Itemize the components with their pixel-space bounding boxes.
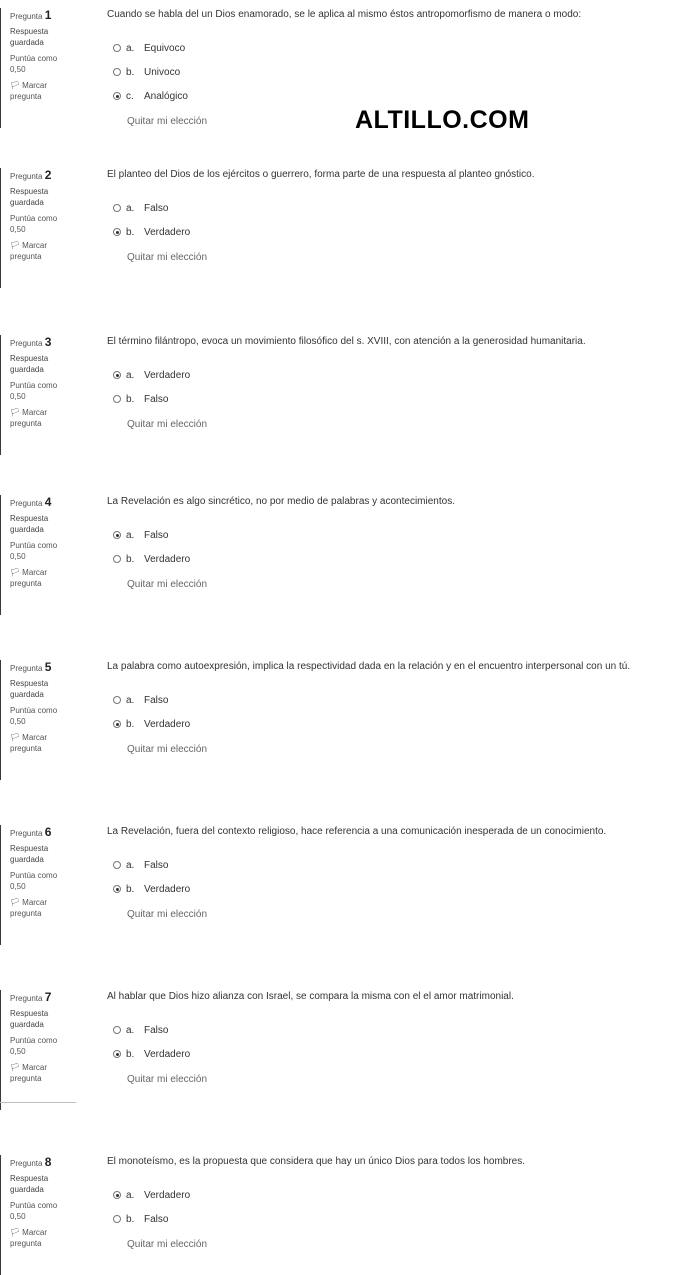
question-state: Respuesta guardada bbox=[10, 1174, 49, 1194]
question-number-value: 1 bbox=[44, 8, 52, 22]
option-label: Analógico bbox=[144, 90, 188, 102]
radio-button[interactable] bbox=[113, 228, 121, 236]
question-grade: Puntúa como 0,50 bbox=[10, 871, 58, 891]
question-label: Pregunta bbox=[10, 12, 43, 21]
question-grade: Puntúa como 0,50 bbox=[10, 381, 58, 401]
option-label: Equivoco bbox=[144, 42, 186, 54]
question-info bbox=[0, 660, 66, 780]
question-info bbox=[0, 990, 66, 1110]
option-label: Falso bbox=[144, 1024, 169, 1036]
answer-option[interactable] bbox=[107, 523, 692, 547]
question-info bbox=[0, 495, 66, 615]
question-text: Cuando se habla del un Dios enamorado, se le aplica al mismo éstos antropomorfismo de manera o modo: bbox=[107, 9, 582, 20]
radio-button[interactable] bbox=[113, 68, 121, 76]
question-state: Respuesta guardada bbox=[10, 844, 49, 864]
flag-label: Marcar pregunta bbox=[10, 241, 48, 261]
question-number-value: 5 bbox=[44, 660, 52, 674]
question-content bbox=[107, 660, 692, 755]
flag-icon: 🏳︎ bbox=[10, 241, 21, 250]
radio-button[interactable] bbox=[113, 371, 121, 379]
radio-button[interactable] bbox=[113, 1191, 121, 1199]
question-content bbox=[107, 495, 692, 590]
flag-label: Marcar pregunta bbox=[10, 898, 48, 918]
question-state: Respuesta guardada bbox=[10, 679, 49, 699]
option-label: Falso bbox=[144, 859, 169, 871]
flag-icon: 🏳︎ bbox=[10, 733, 21, 742]
flag-label: Marcar pregunta bbox=[10, 1228, 48, 1248]
option-label: Verdadero bbox=[144, 1048, 191, 1060]
question-grade: Puntúa como 0,50 bbox=[10, 1201, 58, 1221]
flag-label: Marcar pregunta bbox=[10, 1063, 48, 1083]
question-number-value: 3 bbox=[44, 335, 52, 349]
radio-button[interactable] bbox=[113, 696, 121, 704]
answer-options bbox=[107, 196, 692, 244]
question-info bbox=[0, 825, 66, 945]
option-letter: b. bbox=[126, 66, 135, 78]
question-state: Respuesta guardada bbox=[10, 27, 49, 47]
option-letter: b. bbox=[126, 883, 135, 895]
question-number-value: 7 bbox=[44, 990, 52, 1004]
question-label: Pregunta bbox=[10, 339, 43, 348]
question-state: Respuesta guardada bbox=[10, 354, 49, 374]
answer-option[interactable] bbox=[107, 688, 692, 712]
answer-option[interactable] bbox=[107, 220, 692, 244]
answer-options bbox=[107, 853, 692, 901]
radio-button[interactable] bbox=[113, 555, 121, 563]
radio-button[interactable] bbox=[113, 44, 121, 52]
flag-question-link[interactable] bbox=[10, 407, 66, 429]
option-letter: b. bbox=[126, 1213, 135, 1225]
flag-icon: 🏳︎ bbox=[10, 1228, 21, 1237]
answer-options bbox=[107, 523, 692, 571]
clear-choice-link[interactable]: Quitar mi elección bbox=[127, 1074, 208, 1085]
question-state: Respuesta guardada bbox=[10, 514, 49, 534]
radio-button[interactable] bbox=[113, 531, 121, 539]
option-letter: a. bbox=[126, 1189, 135, 1201]
option-letter: a. bbox=[126, 529, 135, 541]
clear-choice-link[interactable]: Quitar mi elección bbox=[127, 744, 208, 755]
radio-button[interactable] bbox=[113, 92, 121, 100]
option-letter: a. bbox=[126, 694, 135, 706]
flag-question-link[interactable] bbox=[10, 732, 66, 754]
question-grade: Puntúa como 0,50 bbox=[10, 54, 58, 74]
answer-option[interactable] bbox=[107, 363, 692, 387]
answer-option[interactable] bbox=[107, 1207, 692, 1231]
flag-icon: 🏳︎ bbox=[10, 898, 21, 907]
question-number bbox=[10, 170, 66, 182]
clear-choice-link[interactable]: Quitar mi elección bbox=[127, 579, 208, 590]
answer-option[interactable] bbox=[107, 1183, 692, 1207]
question-label: Pregunta bbox=[10, 664, 43, 673]
flag-label: Marcar pregunta bbox=[10, 81, 48, 101]
flag-icon: 🏳︎ bbox=[10, 568, 21, 577]
question-info bbox=[0, 1155, 66, 1275]
flag-question-link[interactable] bbox=[10, 1062, 66, 1084]
option-letter: a. bbox=[126, 1024, 135, 1036]
question-content bbox=[107, 1155, 692, 1250]
radio-button[interactable] bbox=[113, 1215, 121, 1223]
question-content bbox=[107, 335, 692, 430]
option-label: Verdadero bbox=[144, 226, 191, 238]
question-state: Respuesta guardada bbox=[10, 1009, 49, 1029]
answer-option[interactable] bbox=[107, 84, 692, 108]
question-number bbox=[10, 662, 66, 674]
flag-label: Marcar pregunta bbox=[10, 568, 48, 588]
question-content bbox=[107, 990, 692, 1085]
answer-option[interactable] bbox=[107, 1018, 692, 1042]
flag-question-link[interactable] bbox=[10, 80, 66, 102]
option-label: Verdadero bbox=[144, 553, 191, 565]
answer-option[interactable] bbox=[107, 60, 692, 84]
option-letter: a. bbox=[126, 202, 135, 214]
flag-icon: 🏳︎ bbox=[10, 408, 21, 417]
option-label: Falso bbox=[144, 393, 169, 405]
question-text: La Revelación, fuera del contexto religioso, hace referencia a una comunicación inesperada de un conocimiento. bbox=[107, 826, 607, 837]
question-info bbox=[0, 335, 66, 455]
option-letter: b. bbox=[126, 226, 135, 238]
option-label: Falso bbox=[144, 529, 169, 541]
answer-option[interactable] bbox=[107, 712, 692, 736]
question-grade: Puntúa como 0,50 bbox=[10, 706, 58, 726]
option-letter: a. bbox=[126, 369, 135, 381]
question-number bbox=[10, 10, 66, 22]
answer-options bbox=[107, 363, 692, 411]
question-grade: Puntúa como 0,50 bbox=[10, 214, 58, 234]
question-number-value: 2 bbox=[44, 168, 52, 182]
radio-button[interactable] bbox=[113, 395, 121, 403]
answer-options bbox=[107, 36, 692, 108]
option-label: Falso bbox=[144, 694, 169, 706]
answer-option[interactable] bbox=[107, 877, 692, 901]
flag-question-link[interactable] bbox=[10, 1227, 66, 1249]
question-number bbox=[10, 827, 66, 839]
option-letter: b. bbox=[126, 1048, 135, 1060]
question-label: Pregunta bbox=[10, 1159, 43, 1168]
question-grade: Puntúa como 0,50 bbox=[10, 1036, 58, 1056]
option-label: Univoco bbox=[144, 66, 181, 78]
question-text: El planteo del Dios de los ejércitos o guerrero, forma parte de una respuesta al planteo gnóstico. bbox=[107, 169, 535, 180]
question-text: Al hablar que Dios hizo alianza con Israel, se compara la misma con el el amor matrimonial. bbox=[107, 991, 514, 1002]
option-letter: a. bbox=[126, 42, 135, 54]
clear-choice-link[interactable]: Quitar mi elección bbox=[127, 252, 208, 263]
flag-question-link[interactable] bbox=[10, 897, 66, 919]
question-number bbox=[10, 337, 66, 349]
option-letter: a. bbox=[126, 859, 135, 871]
answer-options bbox=[107, 1018, 692, 1066]
option-letter: b. bbox=[126, 718, 135, 730]
answer-option[interactable] bbox=[107, 1042, 692, 1066]
option-label: Falso bbox=[144, 202, 169, 214]
option-label: Verdadero bbox=[144, 883, 191, 895]
radio-button[interactable] bbox=[113, 885, 121, 893]
flag-icon: 🏳︎ bbox=[10, 81, 21, 90]
answer-option[interactable] bbox=[107, 36, 692, 60]
clear-choice-link[interactable]: Quitar mi elección bbox=[127, 909, 208, 920]
flag-icon: 🏳︎ bbox=[10, 1063, 21, 1072]
question-text: La palabra como autoexpresión, implica la respectividad dada en la relación y en el encuentro interpersonal con un tú. bbox=[107, 661, 631, 672]
question-text: La Revelación es algo sincrético, no por medio de palabras y acontecimientos. bbox=[107, 496, 455, 507]
radio-button[interactable] bbox=[113, 204, 121, 212]
answer-options bbox=[107, 1183, 692, 1231]
question-number bbox=[10, 497, 66, 509]
clear-choice-link[interactable]: Quitar mi elección bbox=[127, 116, 208, 127]
question-label: Pregunta bbox=[10, 499, 43, 508]
radio-button[interactable] bbox=[113, 720, 121, 728]
question-state: Respuesta guardada bbox=[10, 187, 49, 207]
flag-question-link[interactable] bbox=[10, 240, 66, 262]
question-text: El término filántropo, evoca un movimiento filosófico del s. XVIII, con atención a la generosidad humanitaria. bbox=[107, 336, 586, 347]
question-text: El monoteísmo, es la propuesta que considera que hay un único Dios para todos los hombres. bbox=[107, 1156, 526, 1167]
option-label: Falso bbox=[144, 1213, 169, 1225]
clear-choice-link[interactable]: Quitar mi elección bbox=[127, 1239, 208, 1250]
question-label: Pregunta bbox=[10, 829, 43, 838]
option-letter: b. bbox=[126, 553, 135, 565]
option-label: Verdadero bbox=[144, 1189, 191, 1201]
flag-question-link[interactable] bbox=[10, 567, 66, 589]
answer-options bbox=[107, 688, 692, 736]
answer-option[interactable] bbox=[107, 547, 692, 571]
question-content bbox=[107, 825, 692, 920]
radio-button[interactable] bbox=[113, 1050, 121, 1058]
question-content bbox=[107, 168, 692, 263]
question-info bbox=[0, 168, 66, 288]
option-label: Verdadero bbox=[144, 718, 191, 730]
option-label: Verdadero bbox=[144, 369, 191, 381]
question-number bbox=[10, 1157, 66, 1169]
radio-button[interactable] bbox=[113, 861, 121, 869]
clear-choice-link[interactable]: Quitar mi elección bbox=[127, 419, 208, 430]
answer-option[interactable] bbox=[107, 196, 692, 220]
option-letter: c. bbox=[126, 90, 134, 102]
answer-option[interactable] bbox=[107, 853, 692, 877]
flag-label: Marcar pregunta bbox=[10, 733, 48, 753]
flag-label: Marcar pregunta bbox=[10, 408, 48, 428]
question-label: Pregunta bbox=[10, 994, 43, 1003]
divider bbox=[0, 1102, 76, 1103]
option-letter: b. bbox=[126, 393, 135, 405]
question-number-value: 6 bbox=[44, 825, 52, 839]
question-grade: Puntúa como 0,50 bbox=[10, 541, 58, 561]
question-number-value: 8 bbox=[44, 1155, 52, 1169]
question-number bbox=[10, 992, 66, 1004]
question-number-value: 4 bbox=[44, 495, 52, 509]
question-label: Pregunta bbox=[10, 172, 43, 181]
radio-button[interactable] bbox=[113, 1026, 121, 1034]
watermark: ALTILLO.COM bbox=[355, 106, 530, 134]
question-info bbox=[0, 8, 66, 128]
answer-option[interactable] bbox=[107, 387, 692, 411]
